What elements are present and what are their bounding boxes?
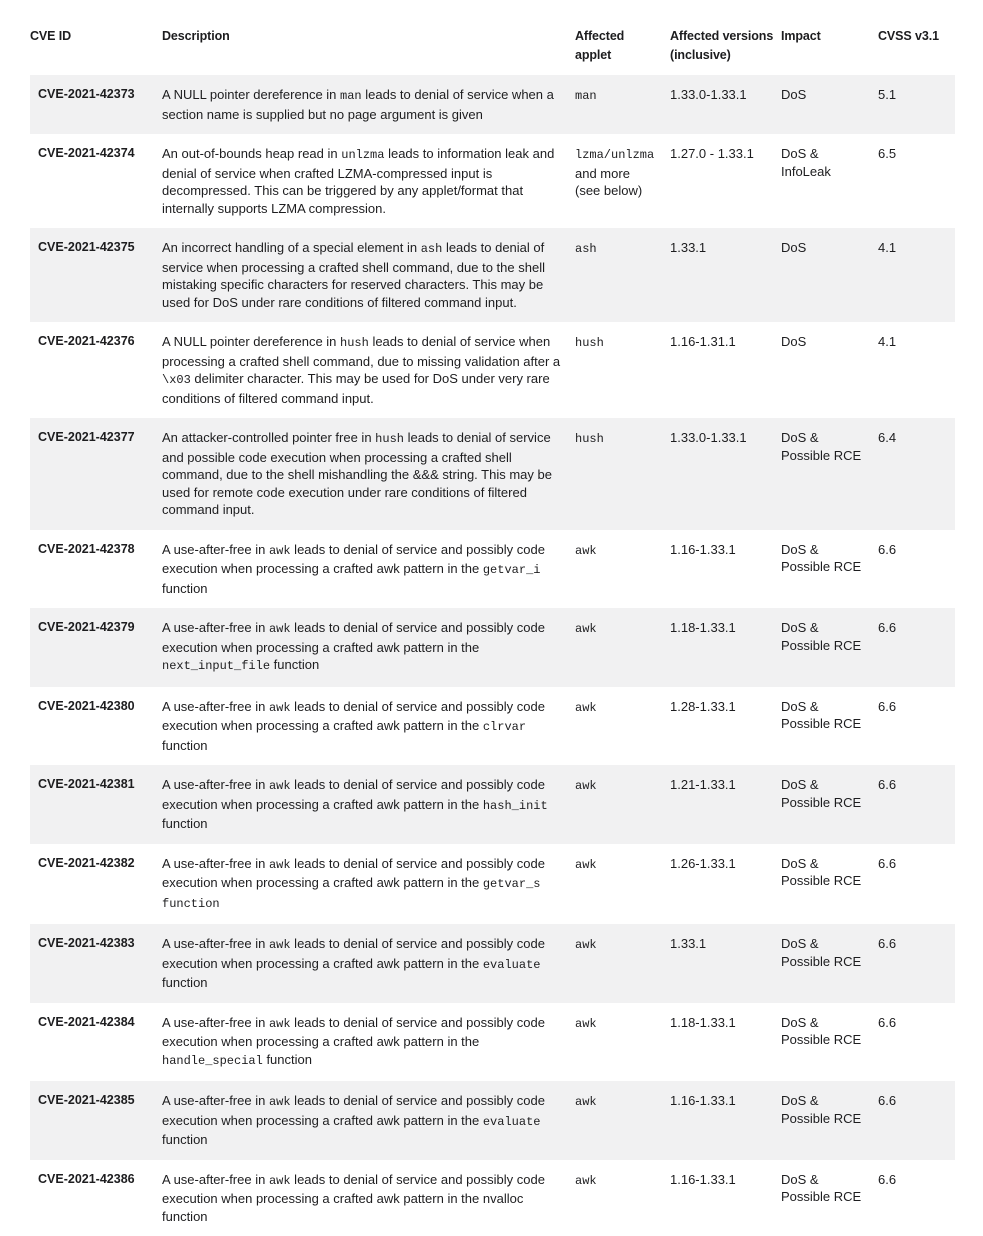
table-row: [30, 75, 955, 134]
cvss-cell: 6.6: [878, 1003, 955, 1043]
cvss-cell: 6.6: [878, 924, 955, 964]
description-cell: An incorrect handling of a special element in ash leads to denial of service when processing a crafted shell command, due to the shell mistaking specific characters for reserved characters. This may be used for DoS under rare conditions of filtered command input.: [162, 228, 575, 322]
affected-versions-cell: 1.33.1: [670, 228, 781, 268]
affected-versions-cell: 1.18-1.33.1: [670, 608, 781, 648]
header-cve-id: CVE ID: [30, 27, 162, 46]
cvss-cell: 4.1: [878, 322, 955, 362]
table-row: [30, 1160, 955, 1236]
description-cell: A use-after-free in awk leads to denial of service and possibly code execution when processing a crafted awk pattern in the next_input_file function: [162, 608, 575, 687]
cvss-cell: 6.4: [878, 418, 955, 458]
cvss-cell: 5.1: [878, 75, 955, 115]
affected-applet-cell: hush: [575, 322, 670, 364]
table-row: [30, 687, 955, 766]
impact-cell: DoS & InfoLeak: [781, 134, 878, 191]
cvss-cell: 6.6: [878, 687, 955, 727]
cve-table: [30, 0, 955, 1236]
table-row: [30, 765, 955, 844]
affected-applet-cell: awk: [575, 1003, 670, 1045]
affected-versions-cell: 1.33.0-1.33.1: [670, 75, 781, 115]
cvss-cell: 6.6: [878, 608, 955, 648]
description-cell: A use-after-free in awk leads to denial of service and possibly code execution when processing a crafted awk pattern in the getvar_i function: [162, 530, 575, 609]
cve-id-cell: CVE-2021-42374: [30, 134, 162, 174]
header-description: Description: [162, 27, 575, 46]
cvss-cell: 6.6: [878, 765, 955, 805]
cve-id-cell: CVE-2021-42383: [30, 924, 162, 964]
affected-applet-cell: awk: [575, 608, 670, 650]
cvss-cell: 4.1: [878, 228, 955, 268]
table-row: [30, 844, 955, 925]
affected-applet-cell: awk: [575, 1160, 670, 1202]
affected-applet-cell: man: [575, 75, 670, 117]
description-cell: An attacker-controlled pointer free in hush leads to denial of service and possible code execution when processing a crafted shell command, due to the shell mishandling the &&& string. This may be used for remote code execution under rare conditions of filtered command input.: [162, 418, 575, 530]
affected-versions-cell: 1.33.0-1.33.1: [670, 418, 781, 458]
table-row: [30, 134, 955, 228]
cve-id-cell: CVE-2021-42378: [30, 530, 162, 570]
affected-applet-cell: awk: [575, 844, 670, 886]
table-row: [30, 418, 955, 530]
description-cell: A use-after-free in awk leads to denial of service and possibly code execution when processing a crafted awk pattern in the clrvar function: [162, 687, 575, 766]
cve-id-cell: CVE-2021-42386: [30, 1160, 162, 1200]
description-cell: A use-after-free in awk leads to denial of service and possibly code execution when processing a crafted awk pattern in the getvar_s function: [162, 844, 575, 925]
cve-id-cell: CVE-2021-42385: [30, 1081, 162, 1121]
affected-versions-cell: 1.26-1.33.1: [670, 844, 781, 884]
affected-versions-cell: 1.33.1: [670, 924, 781, 964]
cve-id-cell: CVE-2021-42380: [30, 687, 162, 727]
impact-cell: DoS: [781, 322, 878, 362]
impact-cell: DoS: [781, 75, 878, 115]
table-row: [30, 608, 955, 687]
impact-cell: DoS & Possible RCE: [781, 1160, 878, 1217]
table-row: [30, 530, 955, 609]
impact-cell: DoS & Possible RCE: [781, 1081, 878, 1138]
table-body: [30, 75, 955, 1236]
table-row: [30, 1081, 955, 1160]
cve-id-cell: CVE-2021-42379: [30, 608, 162, 648]
description-cell: An out-of-bounds heap read in unlzma leads to information leak and denial of service when crafted LZMA-compressed input is decompressed. This can be triggered by any applet/format that internally supports LZMA compression.: [162, 134, 575, 228]
description-cell: A use-after-free in awk leads to denial of service and possibly code execution when processing a crafted awk pattern in the nvalloc function: [162, 1160, 575, 1236]
table-row: [30, 924, 955, 1003]
affected-versions-cell: 1.27.0 - 1.33.1: [670, 134, 781, 174]
cve-id-cell: CVE-2021-42376: [30, 322, 162, 362]
affected-applet-cell: hush: [575, 418, 670, 460]
affected-versions-cell: 1.21-1.33.1: [670, 765, 781, 805]
impact-cell: DoS & Possible RCE: [781, 608, 878, 665]
affected-versions-cell: 1.16-1.33.1: [670, 1160, 781, 1200]
affected-versions-cell: 1.16-1.33.1: [670, 1081, 781, 1121]
cve-id-cell: CVE-2021-42377: [30, 418, 162, 458]
header-affected-applet: Affected applet: [575, 27, 670, 65]
impact-cell: DoS & Possible RCE: [781, 687, 878, 744]
impact-cell: DoS & Possible RCE: [781, 844, 878, 901]
cve-id-cell: CVE-2021-42382: [30, 844, 162, 884]
affected-applet-cell: awk: [575, 1081, 670, 1123]
cvss-cell: 6.6: [878, 530, 955, 570]
description-cell: A use-after-free in awk leads to denial of service and possibly code execution when processing a crafted awk pattern in the evaluate function: [162, 924, 575, 1003]
impact-cell: DoS & Possible RCE: [781, 924, 878, 981]
impact-cell: DoS: [781, 228, 878, 268]
description-cell: A use-after-free in awk leads to denial of service and possibly code execution when processing a crafted awk pattern in the evaluate function: [162, 1081, 575, 1160]
affected-versions-cell: 1.18-1.33.1: [670, 1003, 781, 1043]
table-row: [30, 322, 955, 418]
impact-cell: DoS & Possible RCE: [781, 1003, 878, 1060]
affected-applet-cell: lzma/unlzma and more (see below): [575, 134, 670, 211]
cve-id-cell: CVE-2021-42384: [30, 1003, 162, 1043]
description-cell: A NULL pointer dereference in man leads to denial of service when a section name is supplied but no page argument is given: [162, 75, 575, 134]
table-header-row: [30, 0, 955, 65]
description-cell: A use-after-free in awk leads to denial of service and possibly code execution when processing a crafted awk pattern in the hash_init function: [162, 765, 575, 844]
description-cell: A NULL pointer dereference in hush leads to denial of service when processing a crafted shell command, due to missing validation after a \x03 delimiter character. This may be used for DoS under very rare conditions of filtered command input.: [162, 322, 575, 418]
affected-applet-cell: ash: [575, 228, 670, 270]
impact-cell: DoS & Possible RCE: [781, 418, 878, 475]
cvss-cell: 6.6: [878, 1081, 955, 1121]
affected-versions-cell: 1.28-1.33.1: [670, 687, 781, 727]
table-row: [30, 228, 955, 322]
cve-id-cell: CVE-2021-42373: [30, 75, 162, 115]
header-affected-versions: Affected versions (inclusive): [670, 27, 781, 65]
affected-applet-cell: awk: [575, 765, 670, 807]
header-cvss: CVSS v3.1: [878, 27, 955, 46]
cvss-cell: 6.5: [878, 134, 955, 174]
cve-id-cell: CVE-2021-42381: [30, 765, 162, 805]
impact-cell: DoS & Possible RCE: [781, 765, 878, 822]
impact-cell: DoS & Possible RCE: [781, 530, 878, 587]
cvss-cell: 6.6: [878, 1160, 955, 1200]
table-row: [30, 1003, 955, 1082]
description-cell: A use-after-free in awk leads to denial of service and possibly code execution when processing a crafted awk pattern in the handle_special function: [162, 1003, 575, 1082]
header-impact: Impact: [781, 27, 878, 46]
affected-applet-cell: awk: [575, 924, 670, 966]
cvss-cell: 6.6: [878, 844, 955, 884]
affected-applet-cell: awk: [575, 530, 670, 572]
affected-versions-cell: 1.16-1.33.1: [670, 530, 781, 570]
affected-versions-cell: 1.16-1.31.1: [670, 322, 781, 362]
cve-id-cell: CVE-2021-42375: [30, 228, 162, 268]
affected-applet-cell: awk: [575, 687, 670, 729]
